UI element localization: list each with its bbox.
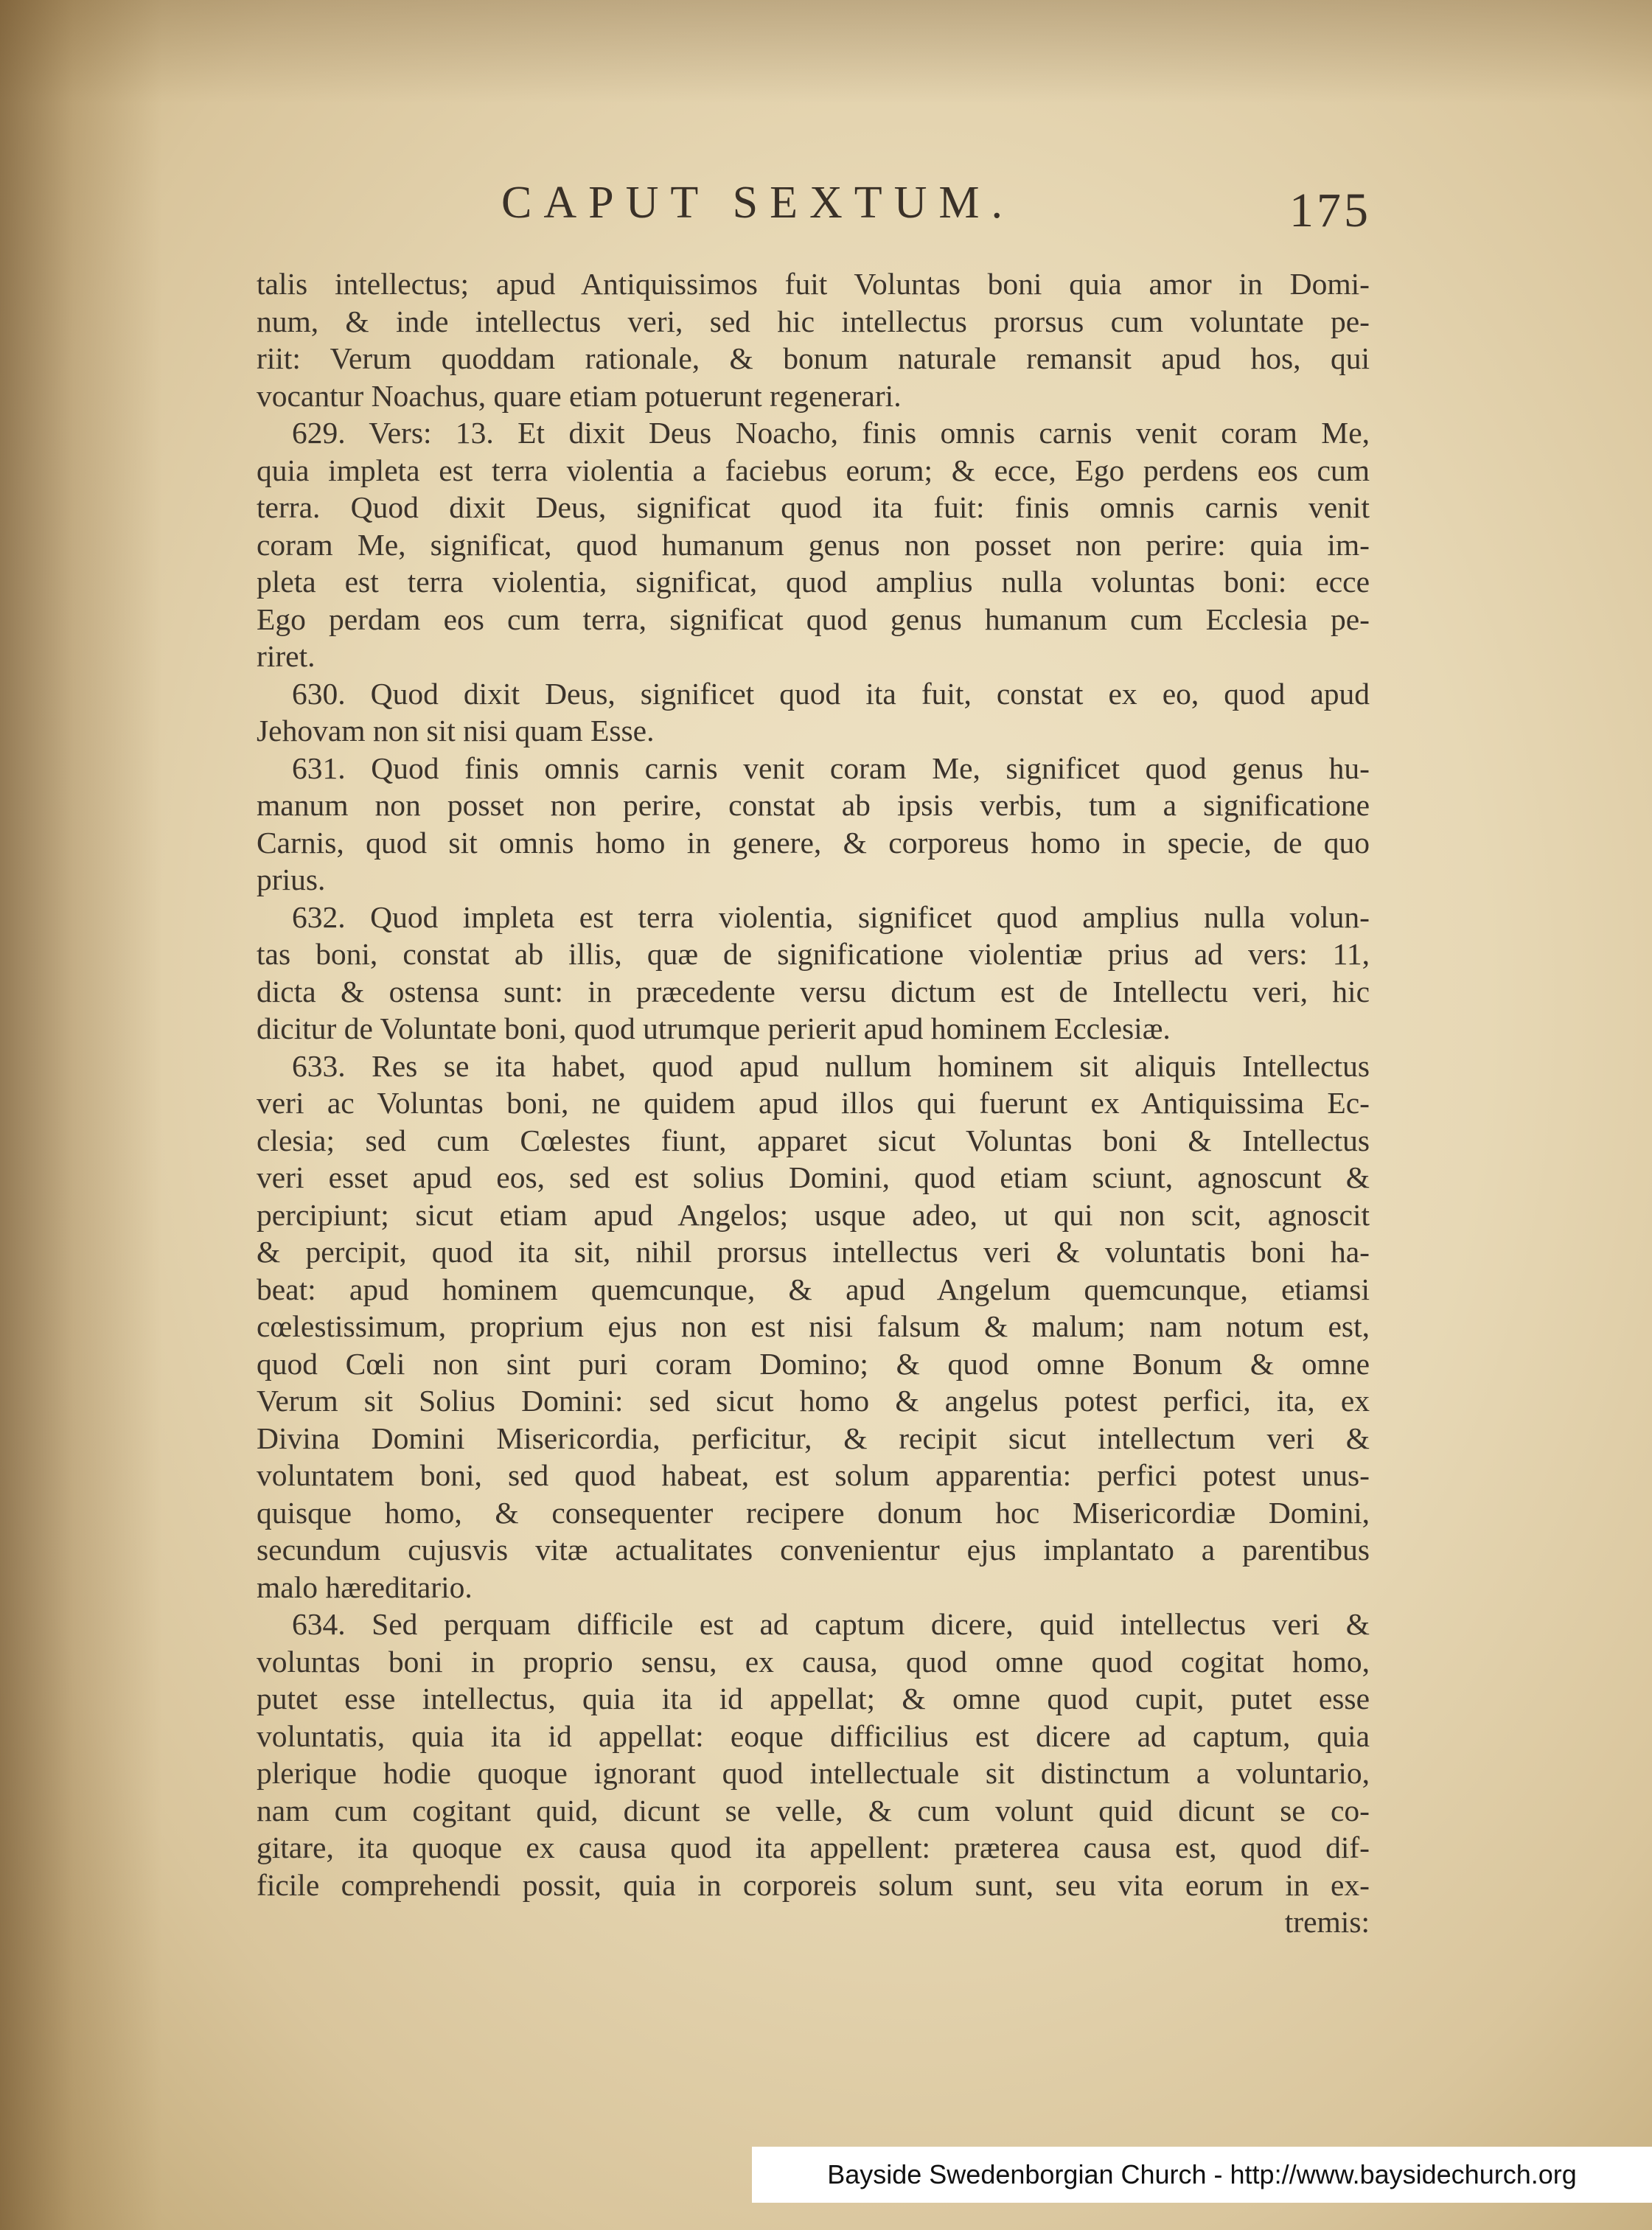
text-line: clesia; sed cum Cœlestes fiunt, apparet sicut Voluntas boni & Intellectus <box>257 1123 1370 1157</box>
text-line: coram Me, significat, quod humanum genus non posset non perire: quia im- <box>257 527 1370 562</box>
text-line: beat: apud hominem quemcunque, & apud Angelum quemcunque, etiamsi <box>257 1272 1370 1306</box>
text-line: voluntas boni in proprio sensu, ex causa, quod omne quod cogitat homo, <box>257 1644 1370 1679</box>
text-line: terra. Quod dixit Deus, significat quod ita fuit: finis omnis carnis venit <box>257 490 1370 524</box>
text-line: riret. <box>257 639 316 673</box>
text-line: putet esse intellectus, quia ita id appellat; & omne quod cupit, putet esse <box>257 1682 1370 1715</box>
paragraph-630-start: 630. Quod dixit Deus, significet quod ita fuit, constat ex eo, quod apud <box>292 676 1370 711</box>
text-line: quod Cœli non sint puri coram Domino; & quod omne Bonum & omne <box>257 1346 1370 1381</box>
text-line: & percipit, quod ita sit, nihil prorsus intellectus veri & voluntatis boni ha- <box>257 1235 1370 1269</box>
text-line: cœlestissimum, proprium ejus non est nisi falsum & malum; nam notum est, <box>257 1309 1370 1343</box>
text-line: quia impleta est terra violentia a faciebus eorum; & ecce, Ego perdens eos cum <box>257 453 1370 487</box>
text-line: Divina Domini Misericordia, perficitur, & recipit sicut intellectum veri & <box>257 1421 1370 1455</box>
text-line: pleta est terra violentia, significat, quod amplius nulla voluntas boni: ecce <box>257 565 1370 599</box>
text-line: veri ac Voluntas boni, ne quidem apud illos qui fuerunt ex Antiquissima Ec- <box>257 1086 1370 1120</box>
text-line: dicitur de Voluntate boni, quod utrumque perierit apud hominem Ecclesiæ. <box>257 1011 1171 1045</box>
text-line: num, & inde intellectus veri, sed hic intellectus prorsus cum voluntate pe- <box>257 304 1370 338</box>
text-line: voluntatem boni, sed quod habeat, est solum apparentia: perfici potest unus- <box>257 1458 1370 1492</box>
paragraph-629-start: 629. Vers: 13. Et dixit Deus Noacho, finis omnis carnis venit coram Me, <box>292 416 1370 450</box>
text-line: ficile comprehendi possit, quia in corporeis solum sunt, seu vita eorum in ex- <box>257 1867 1370 1902</box>
running-head: CAPUT SEXTUM. <box>501 178 1015 228</box>
text-line: quisque homo, & consequenter recipere donum hoc Misericordiæ Domini, <box>257 1495 1370 1530</box>
text-line: Ego perdam eos cum terra, significat quod genus humanum cum Ecclesia pe- <box>257 602 1370 636</box>
page-gutter-shadow <box>0 0 162 2230</box>
text-line: voluntatis, quia ita id appellat: eoque difficilius est dicere ad captum, quia <box>257 1718 1370 1753</box>
page-header <box>258 177 1371 243</box>
credit-watermark <box>752 2147 1652 2203</box>
text-line: nam cum cogitant quid, dicunt se velle, & cum volunt quid dicunt se co- <box>257 1793 1370 1827</box>
text-line: Verum sit Solius Domini: sed sicut homo & angelus potest perfici, ita, ex <box>257 1384 1370 1418</box>
text-line: vocantur Noachus, quare etiam potuerunt regenerari. <box>257 378 902 413</box>
text-line: gitare, ita quoque ex causa quod ita appellent: præterea causa est, quod dif- <box>257 1830 1370 1864</box>
paragraph-632-start: 632. Quod impleta est terra violentia, significet quod amplius nulla volun- <box>292 899 1370 934</box>
text-line: prius. <box>257 863 326 896</box>
paragraph-634-start: 634. Sed perquam difficile est ad captum dicere, quid intellectus veri & <box>292 1607 1370 1641</box>
page-number: 175 <box>1289 184 1371 237</box>
text-line: Jehovam non sit nisi quam Esse. <box>257 714 655 748</box>
text-line: malo hæreditario. <box>257 1569 473 1604</box>
paragraph-633-start: 633. Res se ita habet, quod apud nullum hominem sit aliquis Intellectus <box>292 1048 1370 1083</box>
page-top-shadow <box>0 0 1652 103</box>
catchword: tremis: <box>1284 1905 1370 1939</box>
text-line: Carnis, quod sit omnis homo in genere, & corporeus homo in specie, de quo <box>257 825 1370 860</box>
text-line: talis intellectus; apud Antiquissimos fuit Voluntas boni quia amor in Domi- <box>257 267 1370 301</box>
text-line: dicta & ostensa sunt: in præcedente versu dictum est de Intellectu veri, hic <box>257 974 1370 1008</box>
text-line: plerique hodie quoque ignorant quod intellectuale sit distinctum a voluntario, <box>257 1756 1370 1790</box>
credit-text: Bayside Swedenborgian Church - http://www.baysidechurch.org <box>827 2159 1577 2189</box>
text-line: veri esset apud eos, sed est solius Domini, quod etiam sciunt, agnoscunt & <box>257 1160 1370 1194</box>
text-line: manum non posset non perire, constat ab ipsis verbis, tum a significatione <box>257 788 1370 822</box>
text-line: percipiunt; sicut etiam apud Angelos; usque adeo, ut qui non scit, agnoscit <box>257 1197 1370 1232</box>
text-line: riit: Verum quoddam rationale, & bonum naturale remansit apud hos, qui <box>257 341 1370 375</box>
paragraph-631-start: 631. Quod finis omnis carnis venit coram Me, significet quod genus hu- <box>292 750 1370 785</box>
text-line: tas boni, constat ab illis, quæ de significatione violentiæ prius ad vers: 11, <box>257 937 1370 971</box>
body-text <box>257 265 1370 1941</box>
text-line: secundum cujusvis vitæ actualitates convenientur ejus implantato a parentibus <box>257 1533 1370 1567</box>
